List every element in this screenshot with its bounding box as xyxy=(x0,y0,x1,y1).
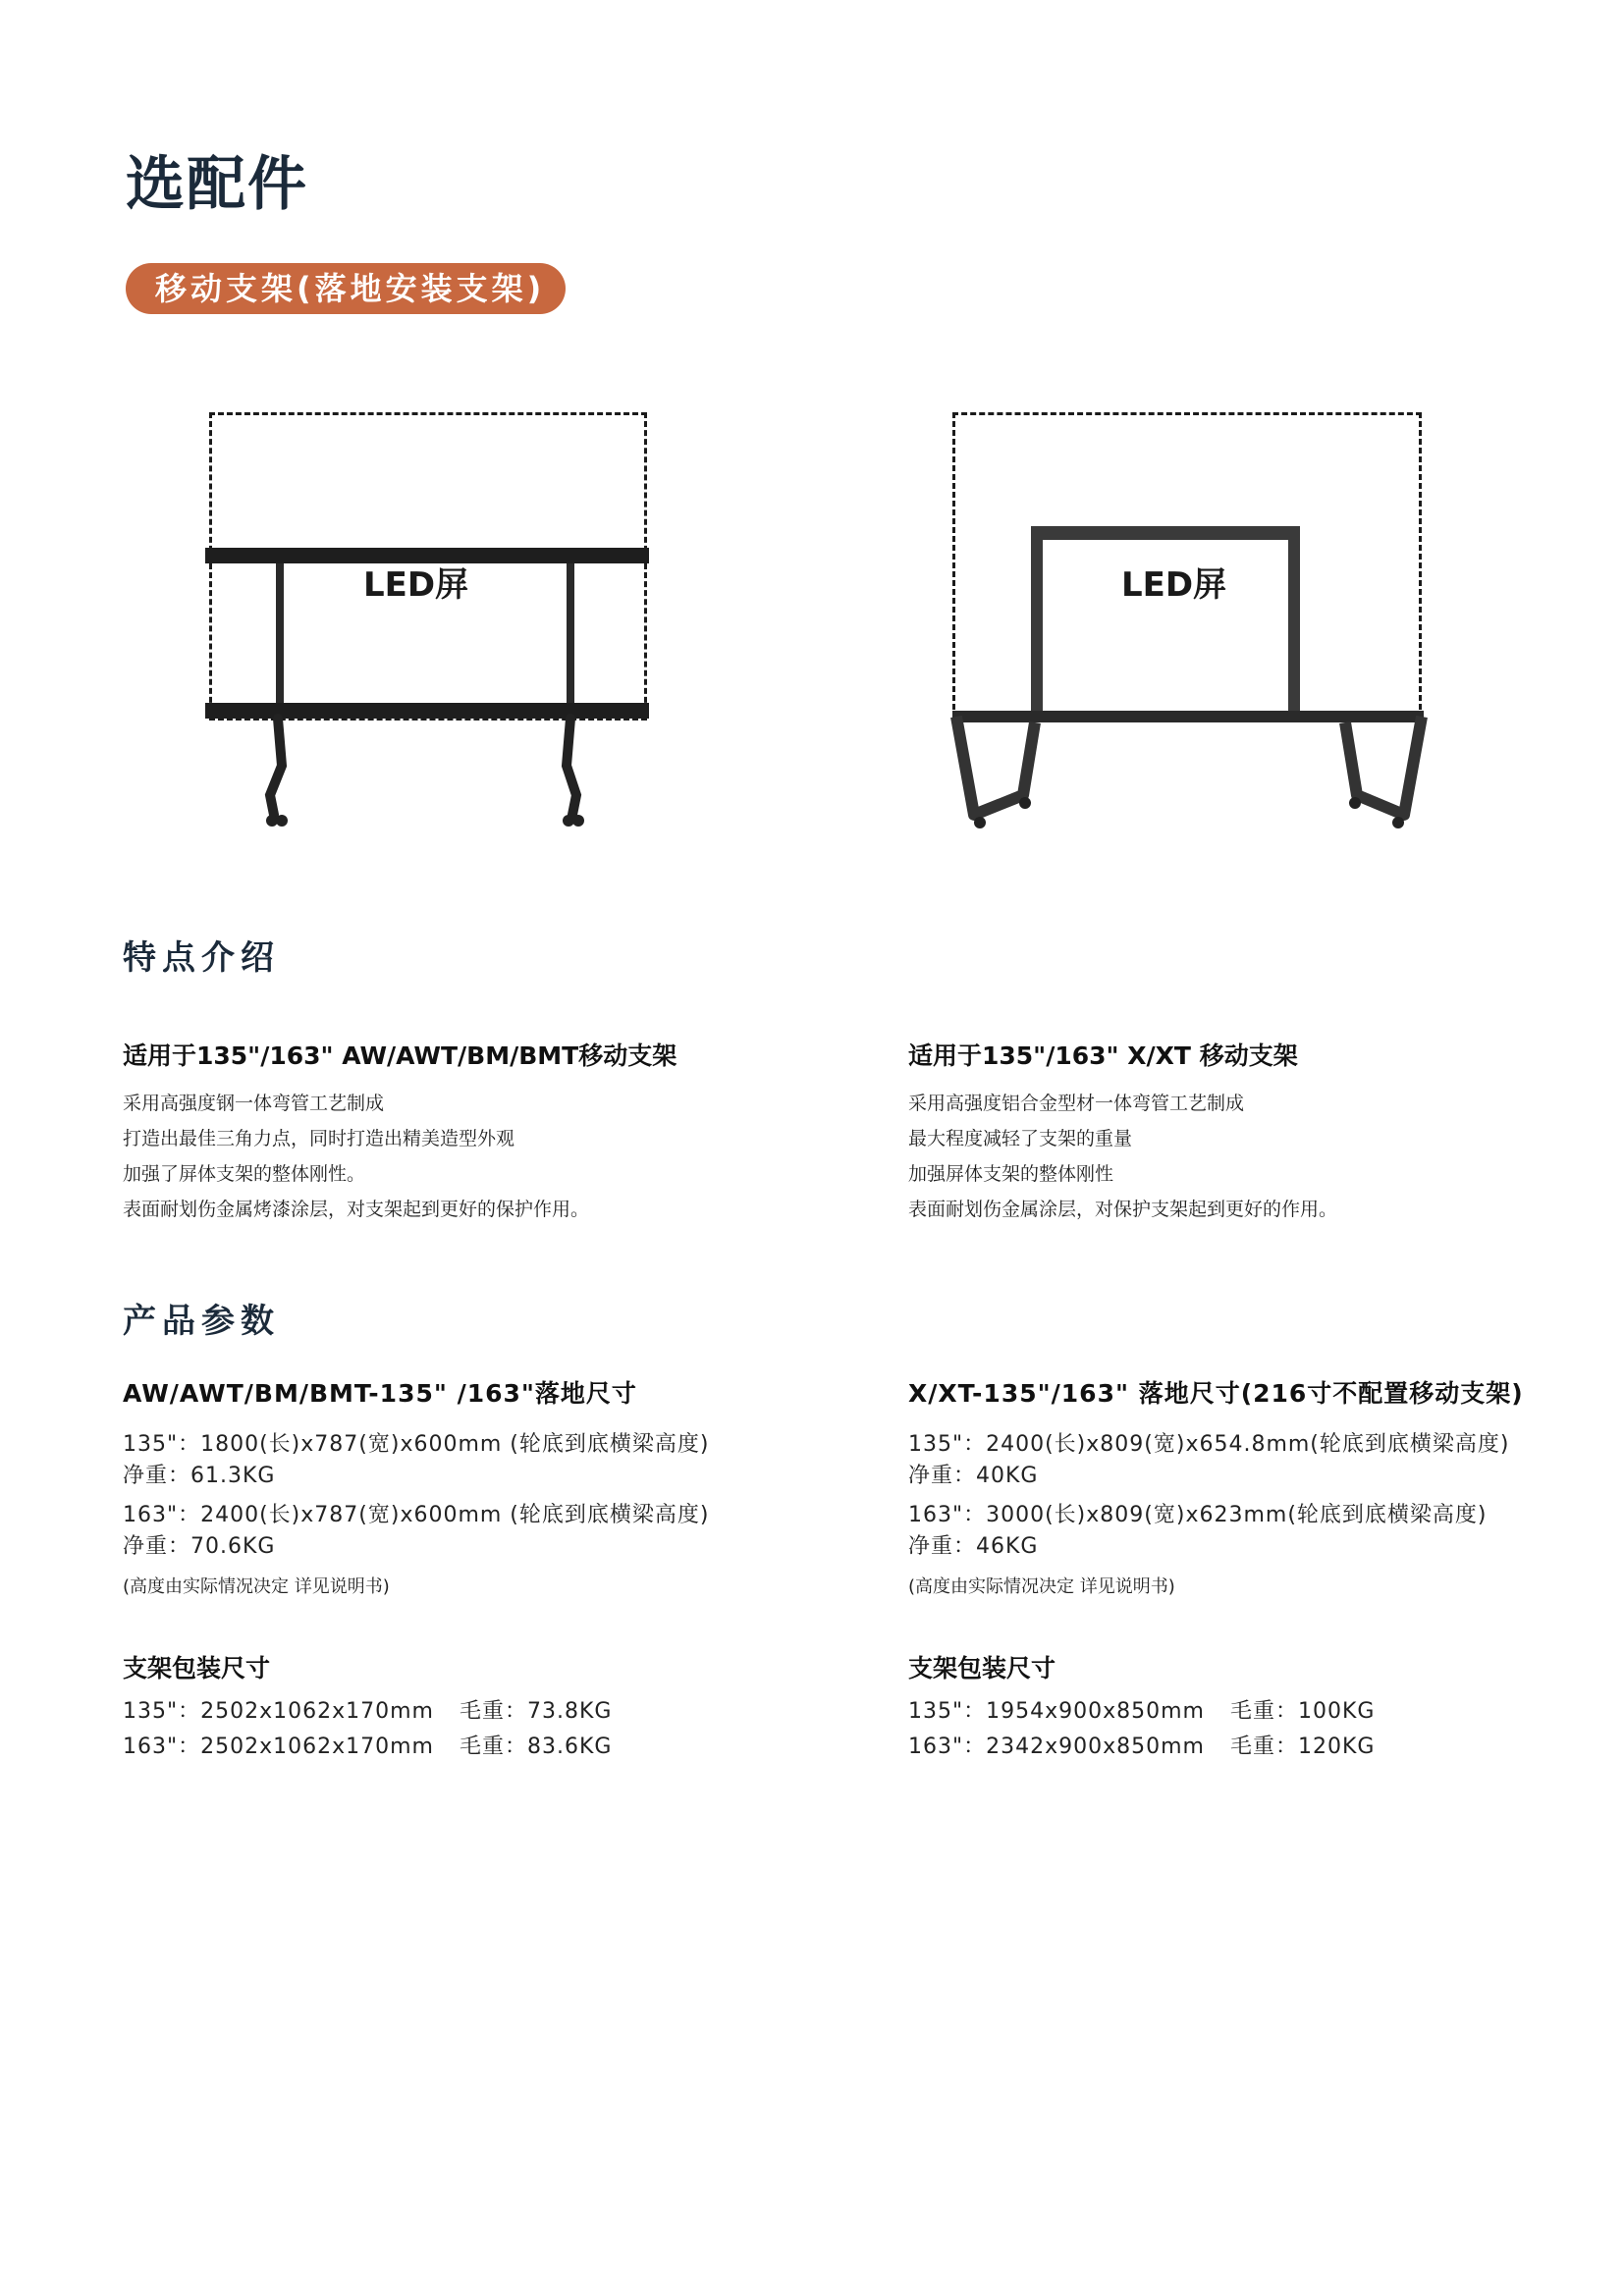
features-heading: 特点介绍 xyxy=(123,938,280,978)
stand-diagram-left xyxy=(201,402,673,834)
features-left-title: 适用于135"/163" AW/AWT/BM/BMT移动支架 xyxy=(123,1041,677,1070)
params-left-note: (高度由实际情况决定 详见说明书) xyxy=(123,1576,390,1597)
params-right xyxy=(908,1374,1605,1765)
params-left-spec2-weight: 净重：70.6KG xyxy=(123,1534,276,1559)
features-right-line: 加强屏体支架的整体刚性 xyxy=(908,1163,1114,1185)
params-right-spec1-size: 135"：2400(长)x809(宽)x654.8mm(轮底到底横梁高度) xyxy=(908,1432,1510,1457)
params-left-pack-title: 支架包装尺寸 xyxy=(123,1654,271,1682)
features-right xyxy=(908,1037,1596,1227)
features-right-title: 适用于135"/163" X/XT 移动支架 xyxy=(908,1041,1298,1070)
params-right-note: (高度由实际情况决定 详见说明书) xyxy=(908,1576,1175,1597)
features-right-line: 最大程度减轻了支架的重量 xyxy=(908,1128,1133,1149)
params-left xyxy=(123,1374,869,1765)
stand-diagram-right xyxy=(945,402,1435,834)
params-left-pack1-size: 135"：2502x1062x170mm xyxy=(123,1699,434,1724)
features-left-line: 打造出最佳三角力点，同时打造出精美造型外观 xyxy=(123,1128,515,1149)
led-screen-label-right: LED屏 xyxy=(1121,565,1227,605)
features-left-line: 加强了屏体支架的整体刚性。 xyxy=(123,1163,366,1185)
led-screen-label-left: LED屏 xyxy=(363,565,469,605)
params-right-spec2-weight: 净重：46KG xyxy=(908,1534,1039,1559)
params-left-spec1-weight: 净重：61.3KG xyxy=(123,1464,276,1488)
params-left-pack-row xyxy=(123,1730,869,1765)
params-right-title: X/XT-135"/163" 落地尺寸(216寸不配置移动支架) xyxy=(908,1379,1524,1408)
params-left-spec2-size: 163"：2400(长)x787(宽)x600mm (轮底到底横梁高度) xyxy=(123,1503,710,1527)
params-right-pack1-weight: 毛重：100KG xyxy=(1229,1699,1376,1724)
params-right-pack2-size: 163"：2342x900x850mm xyxy=(908,1735,1205,1759)
features-right-line: 表面耐划伤金属涂层，对保护支架起到更好的作用。 xyxy=(908,1199,1338,1220)
params-right-pack-row xyxy=(908,1694,1605,1730)
params-left-pack2-weight: 毛重：83.6KG xyxy=(459,1735,613,1759)
params-left-pack2-size: 163"：2502x1062x170mm xyxy=(123,1735,434,1759)
features-left xyxy=(123,1037,830,1227)
params-left-spec1-size: 135"：1800(长)x787(宽)x600mm (轮底到底横梁高度) xyxy=(123,1432,710,1457)
params-left-title: AW/AWT/BM/BMT-135" /163"落地尺寸 xyxy=(123,1379,637,1408)
params-left-pack-row xyxy=(123,1694,869,1730)
params-right-pack1-size: 135"：1954x900x850mm xyxy=(908,1699,1205,1724)
params-right-pack2-weight: 毛重：120KG xyxy=(1229,1735,1376,1759)
params-right-spec2-size: 163"：3000(长)x809(宽)x623mm(轮底到底横梁高度) xyxy=(908,1503,1488,1527)
params-right-pack-row xyxy=(908,1730,1605,1765)
params-right-spec1-weight: 净重：40KG xyxy=(908,1464,1039,1488)
features-left-line: 采用高强度钢一体弯管工艺制成 xyxy=(123,1093,385,1114)
page-title: 选配件 xyxy=(126,150,308,219)
stand-drawing-right xyxy=(945,402,1435,834)
features-right-line: 采用高强度铝合金型材一体弯管工艺制成 xyxy=(908,1093,1245,1114)
params-heading: 产品参数 xyxy=(123,1302,280,1341)
stand-drawing-left xyxy=(201,402,673,834)
params-left-pack1-weight: 毛重：73.8KG xyxy=(459,1699,613,1724)
features-left-line: 表面耐划伤金属烤漆涂层，对支架起到更好的保护作用。 xyxy=(123,1199,590,1220)
section-pill: 移动支架(落地安装支架) xyxy=(126,263,566,314)
params-right-pack-title: 支架包装尺寸 xyxy=(908,1654,1056,1682)
